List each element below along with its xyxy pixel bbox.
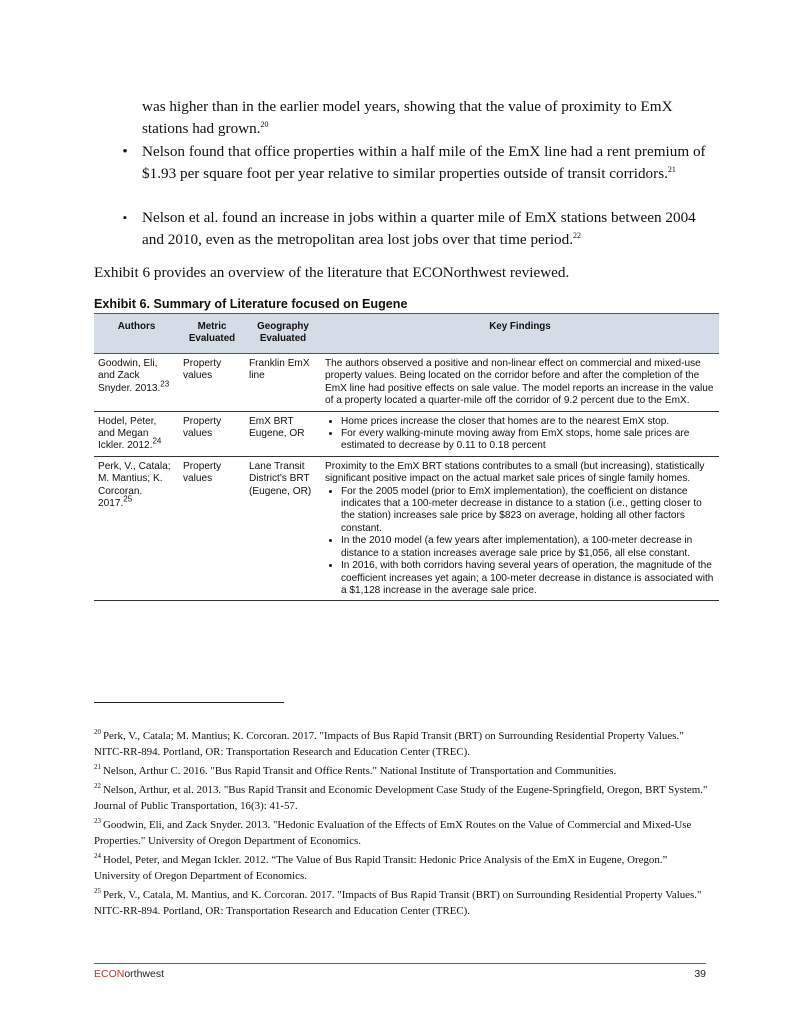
footnote: $^{24}$ Hodel, Peter, and Megan Ickler. 2012. “The Value of Bus Rapid Transit: Hedonic Price Analysis of the EmX in Eugene, Oregon.” University of Oregon Department of Economics. — [94, 852, 668, 882]
cell-authors: Hodel, Peter, and Megan Ickler. 2012.24 — [94, 411, 179, 456]
list-item: • In 2016, with both corridors having several years of operation, the magnitude of the coefficient increases yet again; a 100-meter decrease in distance is associated with a $1,128 increase in the average sale price. — [341, 560, 715, 597]
cell-findings — [321, 456, 719, 600]
page-number: 39 — [694, 968, 706, 980]
footnote: $^{20}$ Perk, V., Catala; M. Mantius; K. Corcoran. 2017. "Impacts of Bus Rapid Transit (BRT) on Surrounding Residential Property Values." NITC-RR-894. Portland, OR: Transportation Research and Education Center (TREC). — [94, 728, 684, 758]
cell-metric: Property values — [179, 411, 245, 456]
list-item: • Home prices increase the closer that homes are to the nearest EmX stop. — [341, 416, 715, 428]
cell-metric: Property values — [179, 354, 245, 412]
cell-geography: Lane Transit District's BRT (Eugene, OR) — [245, 456, 321, 600]
bullet-item: ▪ Nelson et al. found an increase in jobs within a quarter mile of EmX stations between 2004 and 2010, even as the metropolitan area lost jobs over that time period.$^{22}$ — [142, 207, 712, 251]
cell-geography: EmX BRT Eugene, OR — [245, 411, 321, 456]
header-authors: Authors — [94, 314, 179, 354]
list-item: • For the 2005 model (prior to EmX implementation), the coefficient on distance indicates that a 100-meter decrease in distance to a station (i.e., getting closer to the station) increases sale price by $823 on average, holding all other factors constant. — [341, 486, 715, 536]
header-metric: Metric Evaluated — [179, 314, 245, 354]
cell-metric: Property values — [179, 456, 245, 600]
footnote: $^{21}$ Nelson, Arthur C. 2016. "Bus Rapid Transit and Office Rents." National Institute of Transportation and Communities. — [94, 763, 617, 777]
cell-findings: The authors observed a positive and non-linear effect on commercial and mixed-use property values. Being located on the corridor before and after the completion of the EmX line had positive effects on sale value. The model reports an increase in the value of a property located a quarter-mile off the corridor of 9.2 percent due to the EmX. — [321, 354, 719, 412]
footer-divider — [94, 963, 706, 964]
cell-authors: Goodwin, Eli, and Zack Snyder. 2013.23 — [94, 354, 179, 412]
intro-paragraph: Exhibit 6 provides an overview of the literature that ECONorthwest reviewed. — [94, 264, 570, 281]
footnote-ref[interactable]: 23 — [160, 379, 170, 389]
header-findings: Key Findings — [321, 314, 719, 354]
footnote-ref[interactable]: 22 — [573, 230, 582, 240]
list-item: • For every walking-minute moving away from EmX stops, home sale prices are estimated to decrease by 0.11 to 0.18 percent — [341, 428, 715, 453]
footnotes — [94, 728, 714, 922]
bullet-item: • Nelson found that office properties within a half mile of the EmX line had a rent premium of $1.93 per square foot per year relative to similar properties outside of transit corridors.$^{21}$ — [142, 141, 712, 185]
footnote-ref[interactable]: 21 — [667, 164, 676, 174]
cell-authors: Perk, V., Catala; M. Mantius; K. Corcoran. 2017.25 — [94, 456, 179, 600]
findings-list — [325, 416, 715, 453]
brand-accent: ECON — [94, 968, 125, 980]
cell-findings — [321, 411, 719, 456]
table-header-row — [94, 314, 719, 354]
footnote-ref[interactable]: 20 — [260, 119, 269, 129]
literature-table — [94, 313, 719, 601]
exhibit-title: Exhibit 6. Summary of Literature focused on Eugene — [94, 297, 408, 311]
footer-brand: ECONorthwest — [94, 968, 165, 980]
table-row — [94, 411, 719, 456]
footnote-divider — [94, 702, 284, 703]
continuation-paragraph: was higher than in the earlier model years, showing that the value of proximity to EmX stations had grown.$^{20}$ — [142, 98, 673, 137]
list-item: • In the 2010 model (a few years after implementation), a 100-meter decrease in distance to a station increases average sale price by $1,056, all else constant. — [341, 535, 715, 560]
footnote: $^{23}$ Goodwin, Eli, and Zack Snyder. 2013. "Hedonic Evaluation of the Effects of EmX Routes on the Value of Commercial and Mixed-Use Properties." University of Oregon Department of Economics. — [94, 817, 692, 847]
header-geography: Geography Evaluated — [245, 314, 321, 354]
footnote-ref[interactable]: 24 — [152, 437, 162, 447]
cell-geography: Franklin EmX line — [245, 354, 321, 412]
footnote: $^{22}$ Nelson, Arthur, et al. 2013. "Bus Rapid Transit and Economic Development Case Study of the Eugene-Springfield, Oregon, BRT System." Journal of Public Transportation, 16(3): 41-57. — [94, 782, 708, 812]
findings-intro: Proximity to the EmX BRT stations contributes to a small (but increasing), statistically significant positive impact on the actual market sale prices of single family homes. — [325, 460, 705, 485]
table-row — [94, 354, 719, 412]
footnote-ref[interactable]: 25 — [123, 494, 133, 504]
bullet-marker: • — [122, 143, 128, 160]
footnote: $^{25}$ Perk, V., Catala, M. Mantius, and K. Corcoran. 2017. "Impacts of Bus Rapid Transit (BRT) on Surrounding Residential Property Values." NITC-RR-894. Portland, OR: Transportation Research and Education Center (TREC). — [94, 887, 702, 917]
findings-list — [325, 486, 715, 598]
table-row — [94, 456, 719, 600]
bullet-marker: ▪ — [123, 212, 127, 224]
